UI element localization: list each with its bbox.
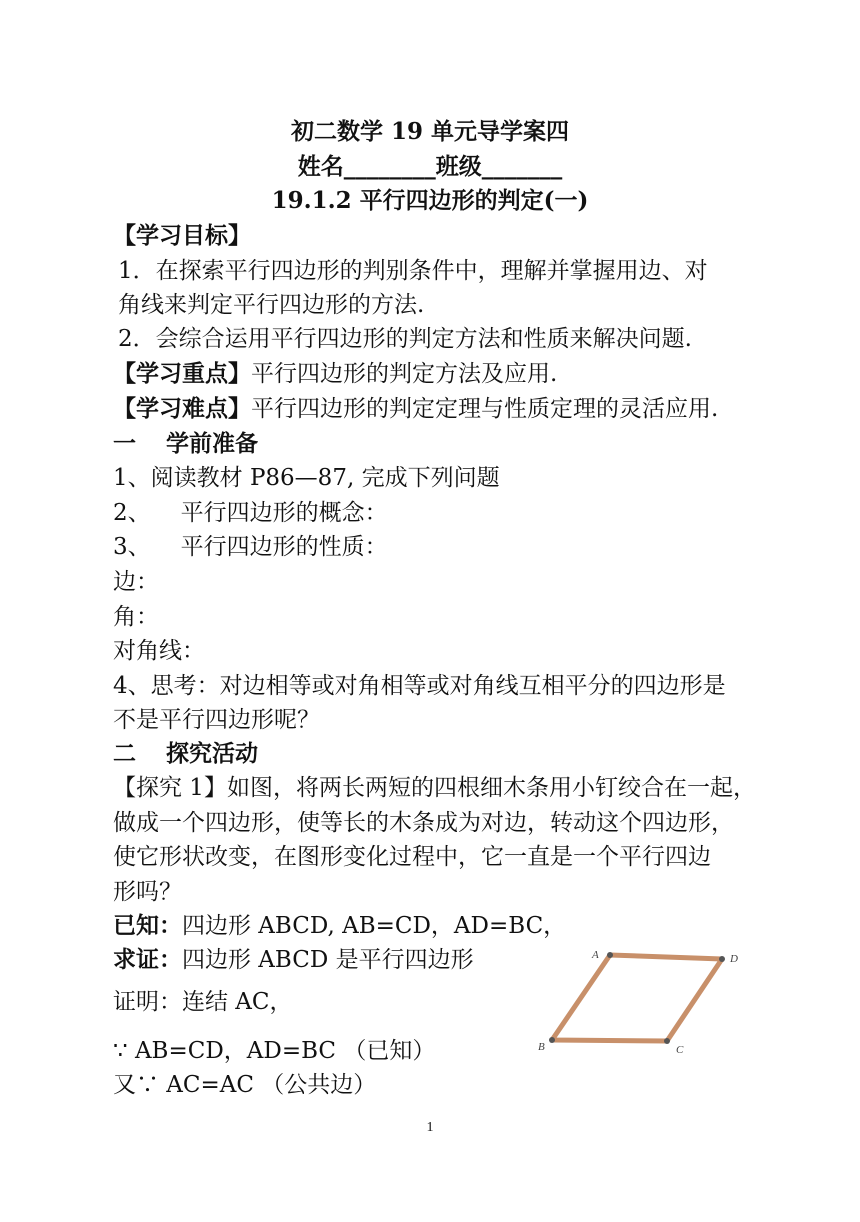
objective-1-line1: 1．在探索平行四边形的判别条件中，理解并掌握用边、对 — [118, 258, 708, 284]
difficulty-label: 【学习难点】 — [113, 395, 251, 422]
explore-line4: 形吗？ — [113, 879, 182, 905]
key-point-label: 【学习重点】 — [113, 360, 251, 387]
vertex-c-dot — [664, 1038, 670, 1044]
difficulty — [113, 395, 718, 423]
section2-title: 探究活动 — [166, 740, 258, 767]
parallelogram-shape — [552, 955, 722, 1041]
page-number: 1 — [426, 1120, 434, 1135]
explore-line2: 做成一个四边形，使等长的木条成为对边，转动这个四边形， — [113, 810, 734, 836]
given-text: 四边形 ABCD, AB=CD，AD=BC， — [182, 913, 567, 939]
vertex-label-a: A — [592, 949, 599, 961]
page-title: 初二数学 19 单元导学案四 — [290, 118, 570, 145]
explore-line1: 【探究 1】如图，将两长两短的四根细木条用小钉绞合在一起， — [113, 775, 756, 801]
key-point — [113, 360, 557, 388]
proof-step-2: 又∵ AC=AC （公共边） — [113, 1072, 377, 1098]
property-diagonal: 对角线： — [113, 638, 205, 664]
given — [113, 912, 566, 940]
vertex-label-d: D — [730, 953, 738, 965]
question-2 — [113, 499, 388, 527]
prove-label: 求证： — [113, 946, 182, 973]
prove-text: 四边形 ABCD 是平行四边形 — [182, 947, 474, 973]
explore-line3: 使它形状改变，在图形变化过程中，它一直是一个平行四边 — [113, 844, 711, 870]
question-3-number: 3、 — [113, 534, 151, 560]
vertex-b-dot — [549, 1037, 555, 1043]
proof-step-1: ∵ AB=CD，AD=BC （已知） — [113, 1038, 436, 1064]
question-2-text: 平行四边形的概念： — [180, 500, 388, 526]
objective-1-line2: 角线来判定平行四边形的方法. — [118, 292, 425, 318]
name-class-line: 姓名________班级_______ — [297, 153, 563, 180]
section1-heading — [113, 430, 258, 458]
question-3 — [113, 533, 388, 561]
question-1: 1、阅读教材 P86—87, 完成下列问题 — [113, 465, 500, 491]
vertex-label-b: B — [538, 1041, 545, 1053]
given-label: 已知： — [113, 912, 182, 939]
property-angle: 角： — [113, 604, 159, 630]
prove — [113, 946, 474, 974]
section1-number: 一 — [113, 430, 136, 457]
objective-2: 2．会综合运用平行四边形的判定方法和性质来解决问题. — [118, 326, 692, 352]
difficulty-text: 平行四边形的判定定理与性质定理的灵活应用. — [251, 396, 719, 422]
property-edge: 边： — [113, 569, 159, 595]
question-2-number: 2、 — [113, 500, 151, 526]
vertex-label-c: C — [676, 1044, 684, 1055]
section2-number: 二 — [113, 740, 136, 767]
proof-start: 证明：连结 AC， — [113, 989, 293, 1015]
vertex-a-dot — [607, 952, 613, 958]
lesson-subtitle: 19.1.2 平行四边形的判定(一) — [271, 187, 589, 214]
vertex-d-dot — [719, 956, 725, 962]
section1-title: 学前准备 — [166, 430, 258, 457]
objectives-heading: 【学习目标】 — [113, 222, 251, 249]
question-3-text: 平行四边形的性质： — [180, 534, 388, 560]
key-point-text: 平行四边形的判定方法及应用. — [251, 361, 558, 387]
question-4-line2: 不是平行四边形呢？ — [113, 707, 320, 733]
parallelogram-figure — [530, 940, 760, 1055]
section2-heading — [113, 740, 258, 768]
question-4-line1: 4、思考：对边相等或对角相等或对角线互相平分的四边形是 — [113, 673, 726, 699]
